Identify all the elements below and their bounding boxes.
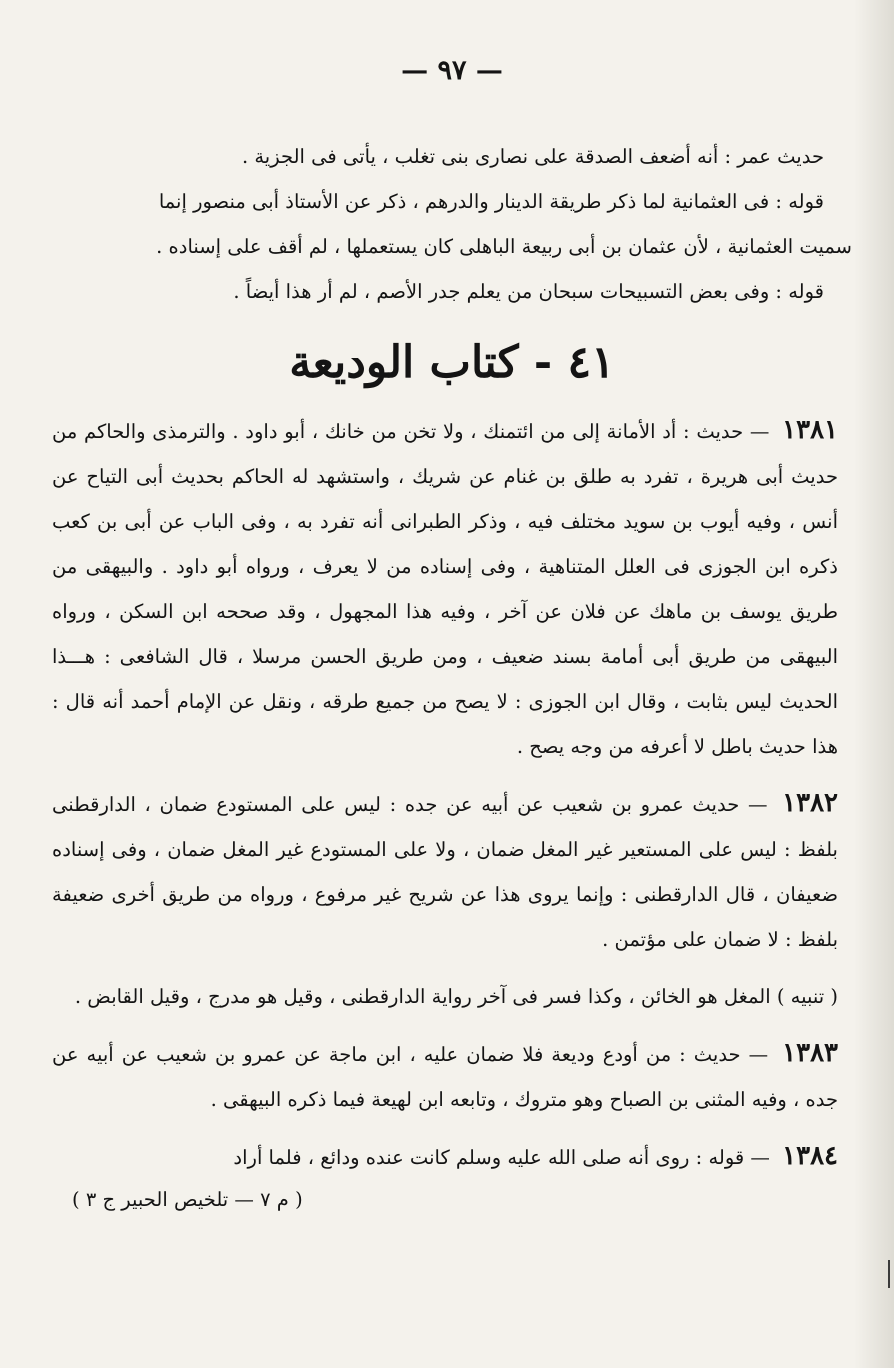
entry-number: ١٣٨٣: [782, 1038, 838, 1068]
hadith-entry-1381: [52, 408, 852, 769]
intro-line: قوله : وفى بعض التسبيحات سبحان من يعلم جدر الأصم ، لم أر هذا أيضاً .: [233, 280, 824, 303]
entry-text: — قوله : روى أنه صلى الله عليه وسلم كانت عنده ودائع ، فلما أراد: [233, 1146, 770, 1169]
entry-text: — حديث : من أودع وديعة فلا ضمان عليه ، ابن ماجة عن عمرو بن شعيب عن أبيه عن جده ، وفيه المثنى بن الصباح وهو متروك ، وتابعه ابن لهيعة فيما ذكره البيهقى .: [52, 1043, 838, 1111]
entry-number: ١٣٨١: [782, 415, 838, 445]
intro-section: [52, 134, 852, 314]
note-paragraph: ( تنبيه ) المغل هو الخائن ، وكذا فسر فى آخر رواية الدارقطنى ، وقيل هو مدرج ، وقيل القابض .: [74, 985, 838, 1008]
intro-line: سميت العثمانية ، لأن عثمان بن أبى ربيعة الباهلى كان يستعملها ، لم أقف على إسناده .: [156, 235, 852, 258]
intro-line: حديث عمر : أنه أضعف الصدقة على نصارى بنى تغلب ، يأتى فى الجزية .: [241, 145, 824, 168]
page-footer: [52, 1180, 852, 1220]
hadith-entry-1382: [52, 781, 852, 962]
hadith-entry-1384: [52, 1134, 852, 1180]
hadith-entry-1383: [52, 1031, 852, 1122]
entry-number: ١٣٨٤: [782, 1141, 838, 1171]
entry-text: — حديث : أد الأمانة إلى من ائتمنك ، ولا تخن من خانك ، أبو داود . والترمذى والحاكم من حديث أبى هريرة ، تفرد به طلق بن غنام عن شريك ، واستشهد له الحاكم بحديث أبى التياح عن أنس ، وفيه أيوب بن سويد مختلف فيه ، وذكر الطبرانى أنه تفرد به ، وفى الباب عن أبى بن كعب ذكره ابن الجوزى فى العلل المتناهية ، وفى إسناده من لا يعرف ، ورواه أبو داود . والبيهقى من طريق يوسف بن ماهك عن فلان عن آخر ، وفيه هذا المجهول ، وقد صححه ابن السكن ، ورواه البيهقى من طريق أبى أمامة بسند ضعيف ، ومن طريق الحسن مرسلا ، قال الشافعى : هـــذا الحديث ليس بثابت ، وقال ابن الجوزى : لا يصح من جميع طرقه ، ونقل عن الإمام أحمد أنه قال : هذا حديث باطل لا أعرفه من وجه يصح .: [52, 420, 838, 758]
intro-line: قوله : فى العثمانية لما ذكر طريقة الدينار والدرهم ، ذكر عن الأستاذ أبى منصور إنما: [158, 190, 824, 213]
footer-signature: ( م ٧ — تلخيص الحبير ج ٣ ): [72, 1188, 303, 1211]
book-page: [52, 48, 852, 1338]
entry-text: — حديث عمرو بن شعيب عن أبيه عن جده : ليس على المستودع ضمان ، الدارقطنى بلفظ : ليس على المستعير غير المغل ضمان ، ولا على المستودع غير المغل ضمان ، وفى إسناده ضعيفان ، قال الدارقطنى : وإنما يروى هذا عن شريح غير مرفوع ، ورواه من طريق أخرى ضعيفة بلفظ : لا ضمان على مؤتمن .: [52, 793, 838, 951]
page-edge-mark: [888, 1260, 890, 1288]
entry-number: ١٣٨٢: [782, 788, 838, 818]
page-number: — ٩٧ —: [401, 55, 503, 86]
page-fold-shadow: [854, 0, 894, 1368]
chapter-title: ٤١ - كتاب الوديعة: [289, 337, 615, 388]
